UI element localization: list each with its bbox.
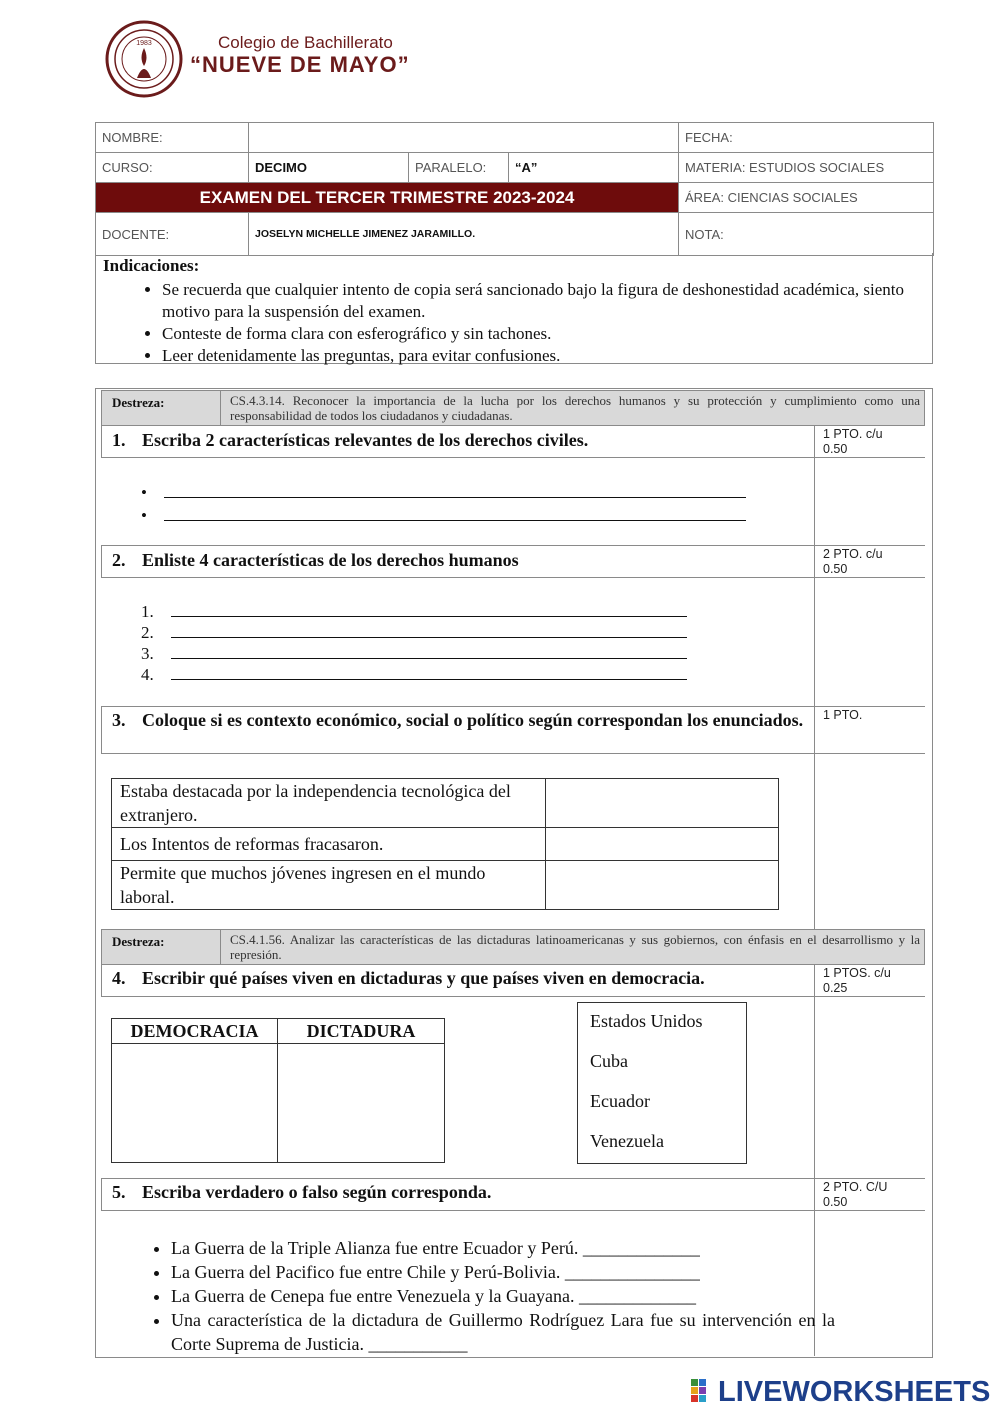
question-number: 1. (112, 430, 126, 450)
points-column-divider (814, 425, 815, 930)
context-answer-cell[interactable] (546, 828, 779, 861)
seal-year: 1983 (136, 40, 152, 47)
exam-title: EXAMEN DEL TERCER TRIMESTRE 2023-2024 (96, 183, 679, 213)
docente-value: JOSELYN MICHELLE JIMENEZ JARAMILLO. (249, 213, 679, 256)
context-statement: Permite que muchos jóvenes ingresen en el mundo laboral. (112, 861, 546, 910)
destreza-label: Destreza: (112, 934, 165, 949)
country-option[interactable]: Estados Unidos (590, 1011, 703, 1031)
fecha-field[interactable]: FECHA: (679, 123, 934, 153)
liveworksheets-logo-icon (691, 1377, 717, 1403)
democracy-dictatorship-table (111, 1018, 445, 1163)
question-2-title: Enliste 4 características de los derechos humanos (142, 550, 519, 570)
q3-points: 1 PTO. (823, 708, 863, 722)
indicacion-item: • Se recuerda que cualquier intento de copia será sancionado bajo la figura de deshonestidad académica, siento motivo para la suspensión del examen. (162, 279, 920, 323)
question-4-header (101, 964, 925, 997)
question-number: 2. (112, 550, 126, 570)
destreza-row (101, 390, 925, 426)
question-number: 4. (112, 968, 126, 988)
q2-answer-line-3[interactable]: 3. (141, 643, 687, 665)
question-5-header (101, 1178, 925, 1211)
q2-answer-line-4[interactable]: 4. (141, 664, 687, 686)
question-number: 5. (112, 1182, 126, 1202)
q2-answer-line-1[interactable]: 1. (141, 601, 687, 623)
destreza-text: CS.4.1.56. Analizar las características de las dictaduras latinoamericanas y sus gobiernos, con énfasis en el desarrollismo y la represión. (230, 932, 920, 962)
context-statement: Estaba destacada por la independencia tecnológica del extranjero. (112, 779, 546, 828)
context-table (111, 778, 779, 910)
q5-points: 2 PTO. C/U 0.50 (823, 1180, 888, 1209)
nombre-field[interactable] (249, 123, 679, 153)
materia-label: MATERIA: ESTUDIOS SOCIALES (679, 153, 934, 183)
true-false-item[interactable]: • La Guerra de Cenepa fue entre Venezuela y la Guayana. _____________ (171, 1284, 835, 1308)
context-statement: Los Intentos de reformas fracasaron. (112, 828, 546, 861)
q1-points: 1 PTO. c/u 0.50 (823, 427, 883, 456)
indicacion-item: • Leer detenidamente las preguntas, para evitar confusiones. (162, 345, 920, 367)
q2-points: 2 PTO. c/u 0.50 (823, 547, 883, 576)
school-name-top: Colegio de Bachillerato (218, 33, 393, 52)
question-3-header (101, 706, 925, 754)
context-answer-cell[interactable] (546, 861, 779, 910)
context-answer-cell[interactable] (546, 779, 779, 828)
indicaciones-list (134, 279, 920, 367)
true-false-item[interactable]: • Una característica de la dictadura de Guillermo Rodríguez Lara fue su intervención en la Corte Suprema de Justicia. ___________ (171, 1308, 835, 1356)
true-false-item[interactable]: • La Guerra del Pacifico fue entre Chile y Perú-Bolivia. _______________ (171, 1260, 835, 1284)
q4-points: 1 PTOS. c/u 0.25 (823, 966, 891, 995)
question-5-title: Escriba verdadero o falso según corresponda. (142, 1182, 492, 1202)
nombre-label: NOMBRE: (96, 123, 249, 153)
q1-answer-line-1[interactable]: • (141, 482, 746, 504)
democracia-drop-zone[interactable] (112, 1044, 278, 1163)
question-4-title: Escribir qué países viven en dictaduras y que países viven en democracia. (142, 968, 705, 988)
destreza-row (101, 929, 925, 965)
school-name-main: “NUEVE DE MAYO” (190, 52, 410, 77)
question-2-header (101, 545, 925, 578)
nota-field[interactable]: NOTA: (679, 213, 934, 256)
column-dictadura: DICTADURA (278, 1019, 445, 1044)
liveworksheets-watermark: LIVEWORKSHEETS (718, 1376, 991, 1408)
country-option[interactable]: Ecuador (590, 1091, 650, 1111)
indicaciones-box (95, 253, 933, 364)
paralelo-label: PARALELO: (409, 153, 509, 183)
country-option[interactable]: Cuba (590, 1051, 628, 1071)
student-info-table (95, 122, 934, 256)
q1-answer-line-2[interactable]: • (141, 505, 746, 527)
destreza-text: CS.4.3.14. Reconocer la importancia de la lucha por los derechos humanos y su protección y cumplimiento como una responsabilidad de todos los ciudadanos y ciudadanas. (230, 393, 920, 423)
area-label: ÁREA: CIENCIAS SOCIALES (679, 183, 934, 213)
q2-answer-line-2[interactable]: 2. (141, 622, 687, 644)
question-1-header (101, 425, 925, 458)
question-3-title: Coloque si es contexto económico, social o político según correspondan los enunciados. (142, 710, 804, 730)
destreza-label: Destreza: (112, 395, 165, 410)
indicaciones-title: Indicaciones: (103, 256, 200, 275)
country-option[interactable]: Venezuela (590, 1131, 664, 1151)
indicacion-item: • Conteste de forma clara con esferográfico y sin tachones. (162, 323, 920, 345)
curso-value: DECIMO (249, 153, 409, 183)
paralelo-value: “A” (509, 153, 679, 183)
question-number: 3. (112, 710, 126, 730)
curso-label: CURSO: (96, 153, 249, 183)
school-seal-logo (103, 20, 185, 98)
true-false-list (141, 1236, 835, 1356)
countries-box (577, 1002, 747, 1164)
docente-label: DOCENTE: (96, 213, 249, 256)
question-1-title: Escriba 2 características relevantes de los derechos civiles. (142, 430, 589, 450)
dictadura-drop-zone[interactable] (278, 1044, 445, 1163)
column-democracia: DEMOCRACIA (112, 1019, 278, 1044)
true-false-item[interactable]: • La Guerra de la Triple Alianza fue entre Ecuador y Perú. _____________ (171, 1236, 835, 1260)
